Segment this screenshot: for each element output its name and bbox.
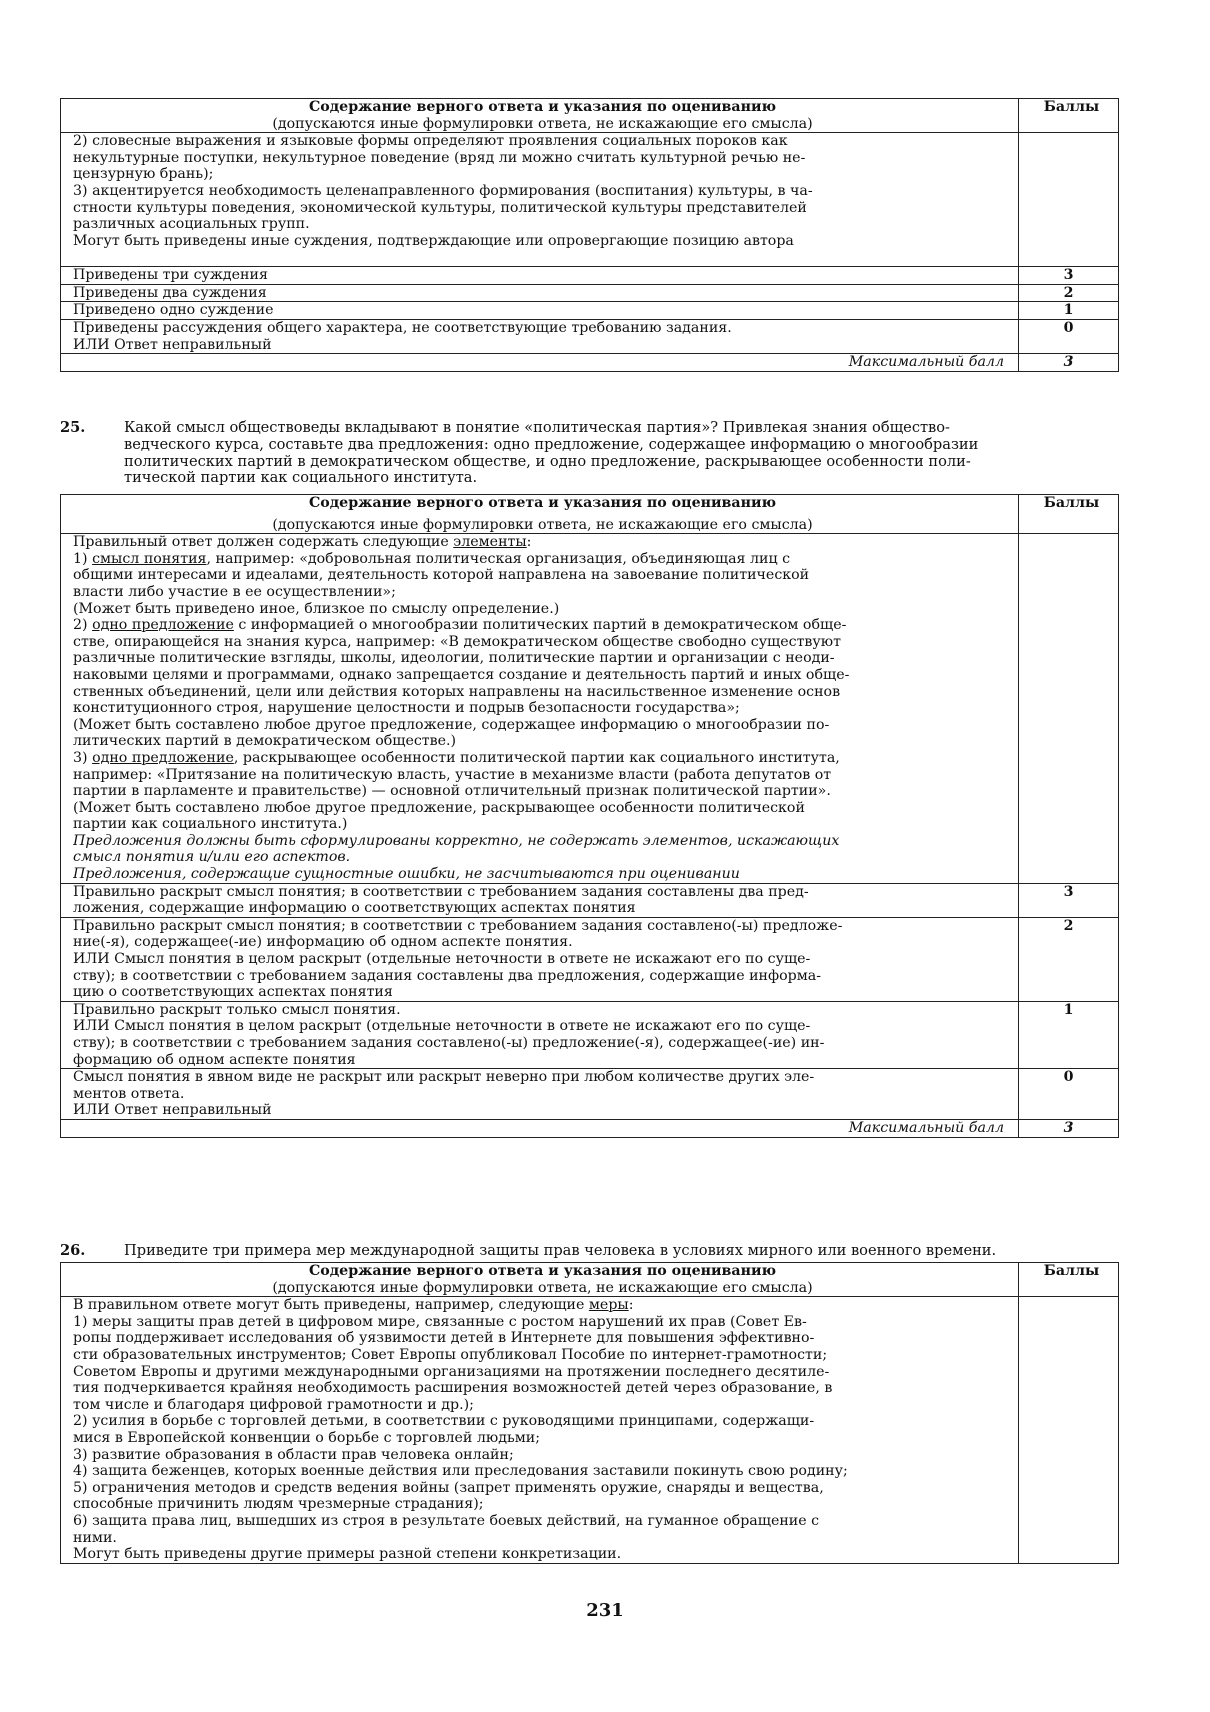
criterion-text [61,917,1019,1001]
text-line [73,767,1012,784]
score-row [61,267,1119,285]
text-line [73,650,1012,667]
text-fragment: 3) [73,749,93,766]
text-fragment: том числе и благодаря цифровой грамотности и др.); [73,1396,474,1413]
answer-content [61,1297,1019,1564]
text-fragment: власти либо участие в ее осуществлении»; [73,583,396,600]
text-line: ИЛИ Ответ неправильный [73,1102,272,1119]
text-line: 3) акцентируется необходимость целенаправленного формирования (воспитания) культуры, в ча- [73,182,813,199]
text-fragment: смысл понятия и/или его аспектов. [73,849,351,866]
text-line: ИЛИ Ответ неправильный [73,336,272,353]
text-line [73,700,1012,717]
max-score-label: Максимальный балл [61,354,1019,372]
criterion-text [61,1069,1019,1120]
text-fragment: Предложения, содержащие сущностные ошибки, не засчитываются при оценивании [73,866,740,883]
text-line [73,783,1012,800]
text-fragment: В правильном ответе могут быть приведены, например, следующие [73,1297,589,1314]
score-value: 3 [1019,267,1119,285]
score-row [61,1001,1119,1068]
table-row [61,133,1119,267]
max-score-value: 3 [1019,354,1119,372]
text-fragment: , например: «добровольная политическая организация, объединяющая лиц с [206,550,791,567]
grading-table-24 [60,98,1119,372]
text-line [73,1380,1012,1397]
text-line [73,617,1012,634]
text-line: цию о соответствующих аспектах понятия [73,984,393,1001]
text-line [73,849,1012,866]
text-fragment: : [628,1297,634,1314]
text-fragment: мися в Европейской конвенции о борьбе с торговлей людьми; [73,1429,540,1446]
score-value: 0 [1019,319,1119,353]
text-line: Могут быть приведены иные суждения, подтверждающие или опровергающие позицию автора [73,232,794,249]
underlined-term: одно предложение [92,749,234,766]
text-line: Правильно раскрыт смысл понятия; в соответствии с требованием задания составлены два пред- [73,883,809,900]
header-subtitle: (допускаются иные формулировки ответа, не искажающие его смысла) [272,115,813,132]
text-line [73,1546,1012,1563]
score-value: 2 [1019,284,1119,302]
text-fragment: Правильный ответ должен содержать следующие [73,534,454,551]
answer-content [61,133,1019,267]
text-line: Правильно раскрыт смысл понятия; в соответствии с требованием задания составлено(-ы) предложе- [73,917,843,934]
text-line [73,667,1012,684]
text-fragment: наковыми целями и программами, однако запрещается создание и деятельность партий и иных обще- [73,666,850,683]
text-line [73,567,1012,584]
text-fragment: , раскрывающее особенности политической партии как социального института, [233,749,840,766]
text-line [73,1480,1012,1497]
text-line: цензурную брань); [73,166,214,183]
text-line [73,1447,1012,1464]
text-fragment: сти образовательных инструментов; Совет Европы опубликовал Пособие по интернет-грамотности; [73,1346,828,1363]
task-26 [60,1243,1160,1261]
text-line: стности культуры поведения, экономической культуры, политической культуры представителей [73,199,807,216]
table-row [61,1297,1119,1564]
criterion-text [61,284,1019,302]
points-column-header: Баллы [1019,1263,1119,1297]
text-line [73,601,1012,618]
text-line [73,833,1012,850]
answer-content [61,534,1019,883]
text-line: ИЛИ Смысл понятия в целом раскрыт (отдельные неточности в ответе не искажают его по суще- [73,1018,811,1035]
task-number: 26. [60,1242,86,1259]
text-line [73,1314,1012,1331]
text-line: Приведено одно суждение [73,302,274,319]
header-title: Содержание верного ответа и указания по оцениванию [308,1263,777,1279]
text-line: тической партии как социального института. [124,470,478,487]
max-score-row [61,354,1119,372]
max-score-value: 3 [1019,1119,1119,1137]
text-fragment: : [526,534,532,551]
header-subtitle: (допускаются иные формулировки ответа, не искажающие его смысла) [272,1279,813,1296]
text-line: Приведены два суждения [73,284,267,301]
criterion-text [61,1001,1019,1068]
text-fragment: 4) защита беженцев, которых военные действия или преследования заставили покинуть свою родину; [73,1463,848,1480]
table-header [61,1263,1119,1297]
text-line: Смысл понятия в явном виде не раскрыт или раскрыт неверно при любом количестве других эле- [73,1069,815,1086]
text-line [73,1430,1012,1447]
grading-table-26 [60,1262,1119,1564]
text-fragment: (Может быть составлено любое другое предложение, раскрывающее особенности политической [73,799,805,816]
text-line [73,717,1012,734]
text-fragment: 1) меры защиты прав детей в цифровом мире, связанные с ростом нарушений их прав (Совет Ев- [73,1313,807,1330]
text-fragment: партии как социального института.) [73,816,348,833]
page-number: 231 [586,1600,624,1621]
text-line: Приведите три примера мер международной защиты прав человека в условиях мирного или военного времени. [124,1243,997,1259]
text-line: Какой смысл обществоведы вкладывают в понятие «политическая партия»? Привлекая знания общество- [124,420,950,436]
text-fragment: стве, опирающейся на знания курса, например: «В демократическом обществе свободно существуют [73,633,841,650]
score-row [61,319,1119,353]
scoring-rows [61,883,1119,1119]
text-fragment: например: «Притязание на политическую власть, участие в механизме власти (работа депутатов от [73,766,832,783]
score-row [61,302,1119,320]
score-value: 2 [1019,917,1119,1001]
text-line [73,1413,1012,1430]
criterion-text [61,883,1019,917]
text-line [73,1513,1012,1530]
text-line [73,1364,1012,1381]
underlined-term: смысл понятия [92,550,207,567]
text-fragment: 5) ограничения методов и средств ведения войны (запрет применять оружие, снаряды и вещества, [73,1479,824,1496]
text-line: 2) словесные выражения и языковые формы определяют проявления социальных пороков как [73,133,788,150]
text-fragment: (Может быть составлено любое другое предложение, содержащее информацию о многообразии по- [73,716,830,733]
text-line: политических партий в демократическом обществе, и одно предложение, раскрывающее особенности поли- [124,453,971,470]
task-text [124,1243,996,1260]
header-subtitle: (допускаются иные формулировки ответа, не искажающие его смысла) [272,516,813,533]
text-fragment: способные причинить людям чрезмерные страдания); [73,1496,484,1513]
text-line: различных асоциальных групп. [73,216,310,233]
criterion-text [61,302,1019,320]
text-line [73,1496,1012,1513]
underlined-term: меры [588,1297,629,1314]
table-row [61,534,1119,883]
text-line: ству); в соответствии с требованием задания составлены два предложения, содержащие информа- [73,967,822,984]
text-line [73,1397,1012,1414]
table-header [61,99,1119,133]
text-line: Правильно раскрыт только смысл понятия. [73,1001,401,1018]
text-fragment: 1) [73,550,93,567]
text-line: ложения, содержащие информацию о соответствующих аспектах понятия [73,900,636,917]
text-line: ству); в соответствии с требованием задания составлено(-ы) предложение(-я), содержащее(-ие) ин- [73,1035,825,1051]
header-title: Содержание верного ответа и указания по оцениванию [308,495,777,511]
score-row [61,284,1119,302]
text-fragment: партии в парламенте и правительстве) — основной отличительный признак политической партии». [73,783,831,800]
text-line [73,800,1012,817]
text-fragment: 6) защита права лиц, вышедших из строя в результате боевых действий, на гуманное обращение с [73,1512,820,1529]
text-fragment: ропы поддерживает исследования об уязвимости детей в Интернете для повышения эффективно- [73,1330,815,1347]
scoring-rows [61,267,1119,354]
text-fragment: Могут быть приведены другие примеры разной степени конкретизации. [73,1546,622,1563]
text-line [73,684,1012,701]
text-fragment: Советом Европы и другими международными организациями на протяжении последнего десятиле- [73,1363,830,1380]
text-line [73,866,1012,883]
criterion-text [61,267,1019,285]
text-line: ние(-я), содержащее(-ие) информацию об одном аспекте понятия. [73,934,573,951]
text-line: ИЛИ Смысл понятия в целом раскрыт (отдельные неточности в ответе не искажают его по суще- [73,951,811,968]
points-column-header: Баллы [1019,495,1119,534]
text-line [73,634,1012,651]
text-fragment: различные политические взгляды, школы, идеологии, политические партии и организации с неоди- [73,650,835,667]
grading-table-25 [60,494,1119,1138]
max-score-row [61,1119,1119,1137]
text-line [73,816,1012,833]
task-25 [60,420,1160,492]
text-line [73,1347,1012,1364]
header-cell [61,1263,1019,1297]
score-value: 0 [1019,1069,1119,1120]
task-number: 25. [60,419,86,436]
score-row [61,883,1119,917]
header-cell [61,495,1019,534]
task-text [124,420,978,487]
text-line: формацию об одном аспекте понятия [73,1051,356,1068]
text-fragment: литических партий в демократическом обществе.) [73,733,457,750]
text-line [73,1463,1012,1480]
underlined-term: одно предложение [92,617,234,634]
table-header [61,495,1119,534]
text-fragment: 2) [73,617,93,634]
score-row [61,917,1119,1001]
text-line: некультурные поступки, некультурное поведение (вряд ли можно считать культурной речью не- [73,149,806,166]
score-value: 1 [1019,302,1119,320]
text-line [73,534,1012,551]
header-title: Содержание верного ответа и указания по оцениванию [308,99,777,115]
text-fragment: тия подчеркивается крайняя необходимость расширения возможностей детей через образование, в [73,1380,833,1397]
text-line [73,733,1012,750]
text-line [73,1297,1012,1314]
text-fragment: (Может быть приведено иное, близкое по смыслу определение.) [73,600,560,617]
max-score-label: Максимальный балл [61,1119,1019,1137]
criterion-text [61,319,1019,353]
text-line [73,1330,1012,1347]
score-value: 3 [1019,883,1119,917]
text-line [73,551,1012,568]
text-fragment: конституционного строя, нарушение целостности и подрыв безопасности государства»; [73,700,740,717]
text-line [73,750,1012,767]
text-fragment: с информацией о многообразии политических партий в демократическом обще- [233,617,847,634]
text-line: ментов ответа. [73,1085,185,1102]
score-value: 1 [1019,1001,1119,1068]
text-fragment: общими интересами и идеалами, деятельность которой направлена на завоевание политической [73,567,810,584]
text-line: Приведены рассуждения общего характера, не соответствующие требованию задания. [73,319,732,336]
text-line [73,1530,1012,1547]
text-line: ведческого курса, составьте два предложения: одно предложение, содержащее информацию о многообразии [124,436,979,453]
text-fragment: 2) усилия в борьбе с торговлей детьми, в соответствии с руководящими принципами, содержащи- [73,1413,815,1430]
text-fragment: ними. [73,1529,117,1546]
text-line: Приведены три суждения [73,267,268,284]
text-fragment: 3) развитие образования в области прав человека онлайн; [73,1446,514,1463]
underlined-term: элементы [453,534,527,551]
text-fragment: ственных объединений, цели или действия которых направлены на насильственное изменение основ [73,683,841,700]
header-cell [61,99,1019,133]
text-fragment: Предложения должны быть сформулированы корректно, не содержать элементов, искажающих [73,832,840,849]
points-column-header: Баллы [1019,99,1119,133]
score-row [61,1069,1119,1120]
text-line [73,584,1012,601]
